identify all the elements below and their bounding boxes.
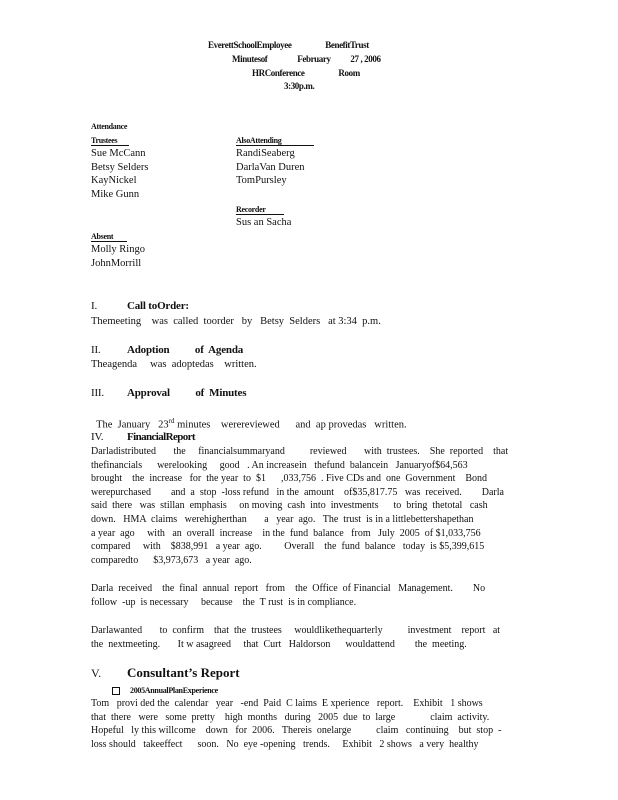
section-3-number: III. <box>91 387 104 399</box>
trustee-3: KayNickel <box>91 175 137 186</box>
s4-p1-line-4: werepurchased and a stop -loss refund in the amount of$35,817.75 was received. Darla <box>91 486 504 498</box>
section-5-number: V. <box>91 666 102 680</box>
absent-list <box>91 243 145 270</box>
section-4-paragraph-2 <box>91 582 519 609</box>
header-trust: BenefitTrust <box>325 40 369 50</box>
attendance-title: Attendance <box>91 122 128 131</box>
section-4-number: IV. <box>91 431 104 443</box>
also-attending-list <box>236 147 305 188</box>
section-4-paragraph-1 <box>91 445 519 567</box>
s4-p2-line-2: follow -up is necessary because the T rust is in compliance. <box>91 596 357 608</box>
section-1-text: Themeeting was called toorder by Betsy Selders at 3:34 p.m. <box>91 316 381 327</box>
header-month: February <box>297 54 331 64</box>
section-1-number: I. <box>91 300 98 312</box>
section-2-number: II. <box>91 344 101 356</box>
s5-line-2: that there were some pretty high months during 2005 due to large claim activity. <box>91 711 490 723</box>
absent-1: Molly Ringo <box>91 244 145 255</box>
s4-p1-line-5: said there was stillan emphasis on moving cash into investments to bring thetotal cash <box>91 500 488 512</box>
s4-p1-line-9: comparedto $3,973,673 a year ago. <box>91 554 252 566</box>
section-3-heading <box>91 387 246 399</box>
trustee-2: Betsy Selders <box>91 161 149 173</box>
header-minutes: Minutesof <box>232 54 268 64</box>
header-time: 3:30p.m. <box>284 81 315 91</box>
section-4-paragraph-3 <box>91 624 519 651</box>
absent-2: JohnMorrill <box>91 257 142 269</box>
trustees-label: Trustees <box>91 136 129 146</box>
section-5-heading <box>91 665 240 681</box>
also-attending-label: AlsoAttending <box>236 136 314 146</box>
trustee-4: Mike Gunn <box>91 188 140 200</box>
trustees-list <box>91 147 148 201</box>
section-4-title: FinancialReport <box>127 431 195 443</box>
section-5-paragraph <box>91 697 519 751</box>
also-attending-2: DarlaVan Duren <box>236 161 305 173</box>
header-org: EverettSchoolEmployee <box>208 40 292 50</box>
s4-p1-line-8: compared with $838,991 a year ago. Overall the fund balance today is $5,399,615 <box>91 541 485 553</box>
header-room-name: HRConference <box>252 68 305 78</box>
s5-line-3: Hopeful ly this willcome down for 2006. Thereis onelarge claim continuing but stop - <box>91 725 502 737</box>
recorder-label: Recorder <box>236 205 284 215</box>
also-attending-3: TomPursley <box>236 175 287 186</box>
section-1-heading <box>91 300 189 312</box>
absent-label: Absent <box>91 232 127 242</box>
section-3-text-a: The January 23 <box>96 419 169 430</box>
header-line-2 <box>232 54 381 64</box>
section-5-title: Consultant’s Report <box>127 665 240 680</box>
section-2-heading <box>91 344 243 356</box>
s4-p1-line-6: down. HMA claims werehigherthan a year ago. The trust is in a littlebettershapethan <box>91 513 474 525</box>
header-line-3 <box>252 68 360 78</box>
bullet-box-icon <box>112 687 120 695</box>
section-5-bullet <box>112 686 218 695</box>
header-date: 27 , 2006 <box>350 54 381 64</box>
trustee-1: Sue McCann <box>91 148 146 159</box>
also-attending-1: RandiSeaberg <box>236 148 295 159</box>
recorder-name: Sus an Sacha <box>236 217 292 228</box>
section-1-title: Call toOrder: <box>127 300 189 312</box>
section-2-title: Adoption of Agenda <box>127 344 244 356</box>
section-3-text-b: minutes werereviewed and ap provedas written. <box>174 419 407 430</box>
section-4-heading <box>91 431 195 443</box>
section-2-text: Theagenda was adoptedas written. <box>91 359 257 370</box>
s4-p1-line-3: brought the increase for the year to $1 ,033,756 . Five CDs and one Government Bond <box>91 473 488 485</box>
section-3-sup: rd <box>168 416 175 425</box>
s4-p3-line-1: Darlawanted to confirm that the trustees wouldlikethequarterly investment report at <box>91 625 501 636</box>
section-3-text <box>91 401 407 432</box>
s4-p1-line-1: Darladistributed the financialsummaryand reviewed with trustees. She reported that <box>91 446 509 457</box>
s4-p1-line-2: thefinancials werelooking good . An increasein thefund balancein Januaryof$64,563 <box>91 459 468 471</box>
s5-line-4: loss should takeeffect soon. No eye -opening trends. Exhibit 2 shows a very healthy <box>91 738 479 750</box>
header-room: Room <box>338 68 360 78</box>
section-3-title: Approval of Minutes <box>127 387 247 399</box>
s5-line-1: Tom provi ded the calendar year -end Paid C laims E xperience report. Exhibit 1 shows <box>91 698 483 709</box>
s4-p1-line-7: a year ago with an overall increase in the fund balance from July 2005 of $1,033,756 <box>91 527 481 539</box>
s4-p2-line-1: Darla received the final annual report from the Office of Financial Management. No <box>91 583 486 594</box>
header-line-1 <box>208 40 369 50</box>
s4-p3-line-2: the nextmeeting. It w asagreed that Curt Haldorson wouldattend the meeting. <box>91 638 467 650</box>
section-5-bullet-text: 2005AnnualPlanExperience <box>130 686 218 695</box>
